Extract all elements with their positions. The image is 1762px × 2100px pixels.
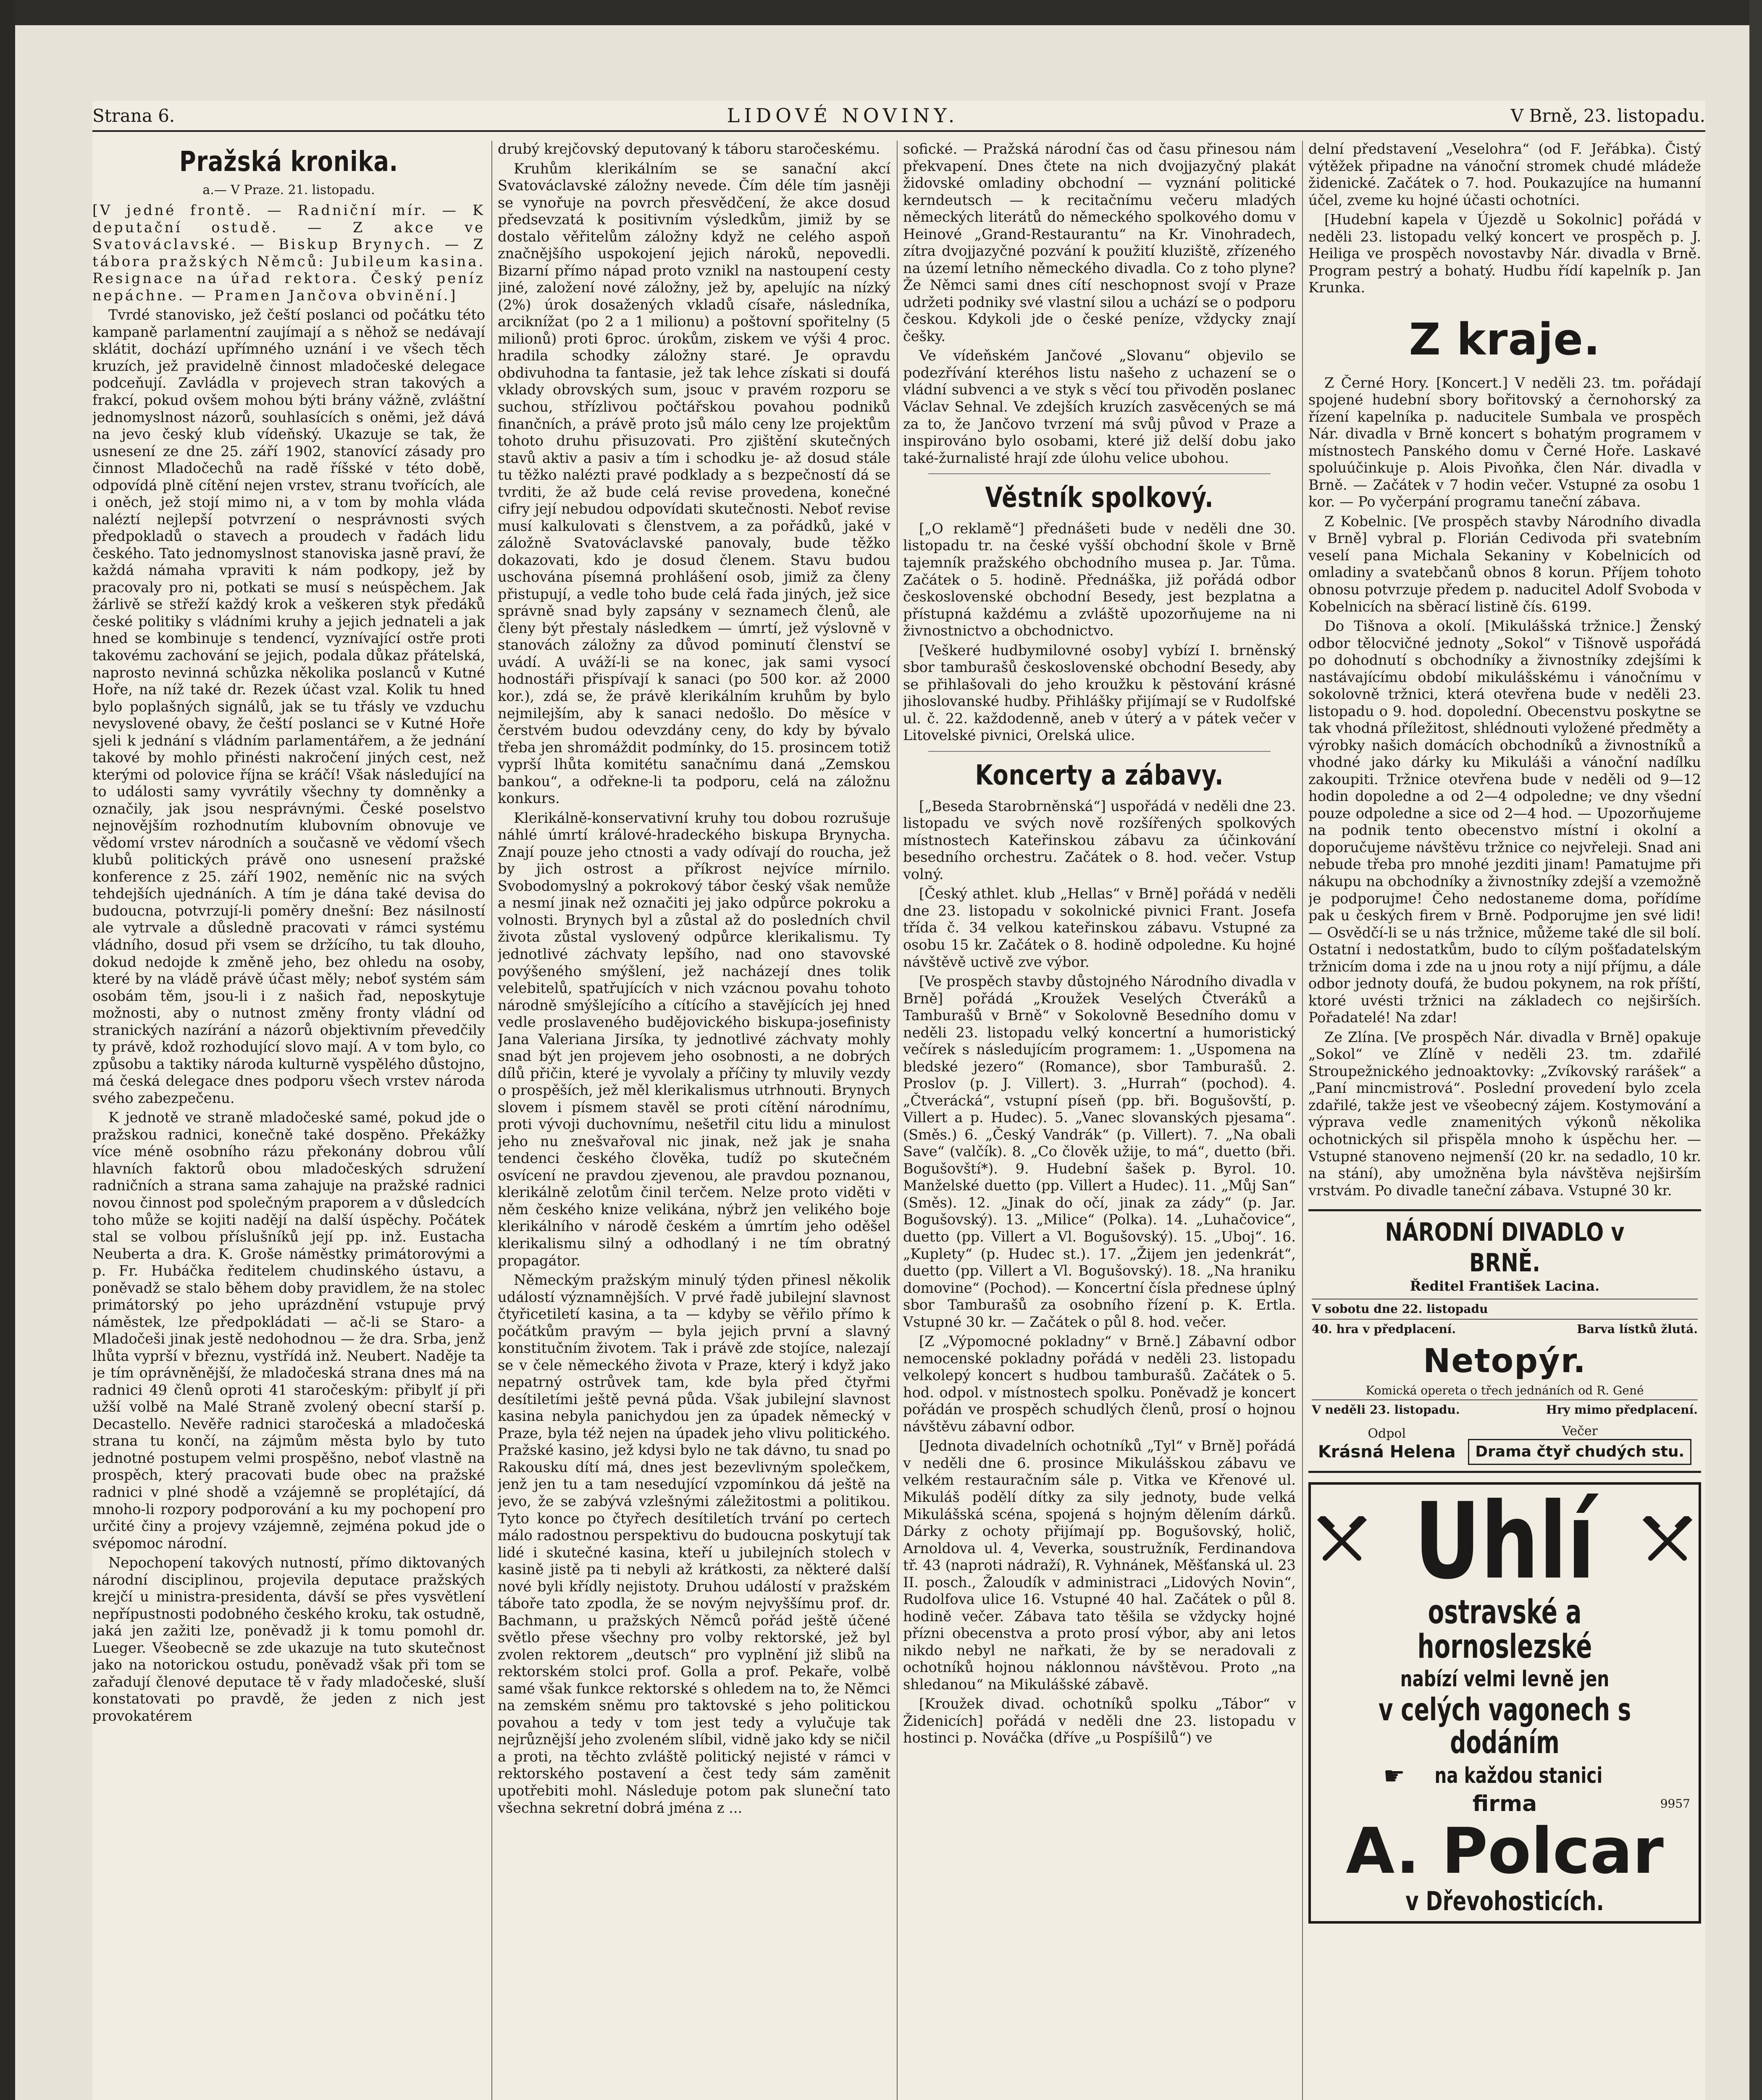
theatre-sunday-note: Hry mimo předplacení.	[1546, 1403, 1698, 1417]
issue-dateline: V Brně, 23. listopadu.	[1510, 105, 1705, 126]
coal-advert-delivery: na každou stanici	[1434, 1763, 1603, 1788]
evening-show: Drama čtyř chudých stu.	[1468, 1439, 1691, 1465]
article-dateline: a.— V Praze. 21. listopadu.	[202, 182, 375, 197]
crossed-hammers-icon	[1317, 1516, 1367, 1567]
column-rule	[897, 141, 898, 2100]
notice-paragraph: Do Tišnova a okolí. [Mikulášská tržnice.] Ženský odbor tělocvičné jednoty „Sokol“ v Tišnově uspořádá po dohodnutí s obchodníky a živnostníky zdejšími k nastávajícímu období mikulášskému i vánočnímu v sokolovně tržnici, která otevřena bude v neděli 23. listopadu o 9. hod. dopolední. Obecenstvu poskytne se tak vhodná příležitost, shlédnouti vyložené předměty a výrobky našich domácích obchodníků a živnostníků a vhodné jako dárky ku Mikuláši a vánoční nadílku zakoupiti. Tržnice otevřena bude v neděli od 9—12 hodin dopoledne a od 2—4 odpoledne; ve dny všední pouze odpoledne a sice od 2—4 hod. — Upozorňujeme na podnik tento obecenstvo místní i okolní a doporučujeme návštěvu tržnice co nejvřeleji. Snad ani nebude třeba pro mnohé jezditi jinam! Pamatujme při nákupu na obchodníky a živnostníky zdejší a vzemožně je podporujme! Čeho nedostaneme doma, pořídíme pak u českých firem v Brně. Podporujme jen své lidi! — Osvědčí-li se u nás tržnice, můžeme také dle sil bolí. Ostatní i nedostatkům, budo to cílým pošťadatelským tržnicím doma i zde na u jnou roty a nijí příjmu, a dále odbor jednoty doufá, že budou pokynem, na rok příští, ktoré uvésti tržnici na základech co nejširších. Pořadatelé! Na zdar!	[1308, 618, 1701, 1026]
column-3	[903, 141, 1296, 2100]
theatre-date-row	[1312, 1299, 1698, 1319]
evening-label: Večer	[1562, 1423, 1598, 1438]
article-paragraph: Německým pražským minulý týden přinesl několik událostí významnějších. V prvé řadě jubilejní slavnost čtyřicetiletí kasina, a ta — kdyby se věřilo přímo k počátkům pravým — byla jejich první a slavný konstitučním životem. Tak i právě zde stojíce, nalezají se v čele německého života v Praze, který i když jako nepatrný ostrůvek tam, kde byla před čtyřmi desítiletími ještě pevná půda. Však jubilejní slavnost kasina nebyla panichydou jen za úpadek německý v Praze, byla též nejen na úpadek jeho vlivu politického. Pražské kasino, jež kdysi bylo ne tak dávno, tu snad po Rakousku dítí má, dnes jest bezevlivným společkem, jenž jen tu a tam nesedující vzpomínkou dá ještě na jevo, že se zabývá vzlešnými záležitostmi a politikou. Tyto konce po čtyřech desítiletích trvání po certech málo radostnou perspektivu do budoucna poskytují tak lidé i skutečné kasina, kteří u jubilejních stolech v kasině jistě pa ti nebyli až krátkosti, za některé další nové byli křídly nejistoty. Druhou událostí v pražském táboře tato zpodla, že se novým nejvyššímu prof. dr. Bachmann, u pražských Němců pořád ještě účené světlo přese všechny pro volby rektorské, jež byl zvolen rektorem „deutsch“ pro vyplnění již slibů na rektorském stolci prof. Golla a prof. Pekaře, volbě samé však funkce rektorské s ohledem na to, že Němci na zemském sněmu pro taktovské s jeho politickou povahou a tedy v tom jest tedy a vylučuje tak nejrůznější jeho zvoleném slíbil, vidně jako kdy se ničil a proti, na těchto zvláště politický nejisté v rámci v rektorského postavení a čest tedy sám zaměnit upotřebiti mohl. Následuje potom pak sluneční tato všechna sekretní dobrá jména z ...	[498, 1272, 890, 1816]
theatre-director: Ředitel František Lacina.	[1410, 1278, 1600, 1294]
scan-border-top	[0, 0, 1762, 25]
article-paragraph: Tvrdé stanovisko, jež čeští poslanci od počátku této kampaně parlamentní zaujímají a s něhož se nedávají sklátit, dochází upřímného uznání i ve všech těch kruzích, jež pravidelně činnost mladočeské delegace podceňují. Zavládla v projevech stran takových a frakcí, pokud ovšem mohou býti brány vážně, zvláštní jednomyslnost názorů, souhlasících s oněmi, jež dává na jevo český klub vídeňský. Ukazuje se tak, že usnesení ze dne 25. září 1902, stanovící zásady pro činnost Mladočechů na radě říšské v této době, odpovídá plně cítění nejen vrstev, stranu tvořících, ale i oněch, jež stojí mimo ni, a v tom by mohla vláda naléztí nejlepší potvrzení o nesprávnosti svých předpokladů o stavech a proudech v řadách lidu českého. Tato jednomyslnost stanoviska jasně praví, že každá námaha vpraviti k nám podkopy, jež by pracovaly pro ni, potkati se musí s neúspěchem. Jak žárlivě se střeží každý krok a veškeren styk předáků české politiky s vládními kruhy a jejich jednateli a jak hned se kombinuje s tendencí, vyznívající ostře proti takovému zachování se jejich, podala důkaz přátelská, naprosto nevinná schůzka několika poslanců v Kutné Hoře, na níž také dr. Rezek účast vzal. Kolik tu hned bylo poplašných signálů, jak se tu třásly ve vzduchu nevyslovené obavy, že čeští poslanci se v Kutné Hoře sjeli k jednání s vládním parlamentářem, a že jednání takové by mohlo přinésti nakročení jiných cest, než kterými od polovice října se kráčí! Však následující na to události samy vyvrátily všechny ty domněnky a označily, jak jsou nesprávnými. České poselstvo nejnovějším rozhodnutím klubovním obnovuje ve vědomí vrstev národních a současně ve vědomí všech klubů politických právě ono usnesení pražské konference z 25. září 1902, neměníc nic na svých tehdejších ujednáních. A tím je dána také devisa do budoucna, potvrzují-li poměry dnešní: Bez násilností ale vytrvale a důsledně pracovati v rámci systému vládního, dosud při vsem se držícího, tu tak dlouho, dokud nedojde k změně jeho, bez ohledu na osoby, které by na vládě právě účast měly; neboť systém sám osobám těm, jsou-li i z našich řad, neposkytuje možnosti, aby o nutnost změny fronty vládní od stranických nazírání a názorů objektivním převedčily ty právě, kdož rozhodující slovo mají. A v tom bylo, co způsobu a taktiky národa kulturně vyspělého důstojno, má česká delegace dnes podporu všech vrstev národa svého zabezpečenu.	[92, 307, 485, 1106]
article-paragraph: Klerikálně-konservativní kruhy tou dobou rozrušuje náhlé úmrtí králové-hradeckého biskupa Brynycha. Znají pouze jeho ctnosti a vady odívají do roucha, jež by jich ostrost a příkrost nejvíce mírnilo. Svobodomyslný a pokrokový tábor český však nemůže a nesmí jinak než označiti jej jako odpůrce pokroku a volnosti. Brynych byl a zůstal až do posledních chvil života zůstal vyslovený odpůrce klerikalismu. Ty jednotlivé záchvaty lepšího, nad ono stavovské povýšeného smýšlení, jež nacházejí dnes tolik velebitelů, spatřujících v nich vzácnou povahu tohoto národně smýšlejícího a cítícího a stavějících jej hned vedle proslaveného budějovického biskupa-josefinisty Jana Valeriana Jirsíka, ty jednotlivé záchvaty mohly snad být jen projevem jeho osobnosti, a ne dobrých dílů přičin, které je vyvolaly a příčiny ty mluvily vezdy o prospěších, jež měl klerikalismus utrhnouti. Brynych slovem i písmem stavěl se proti cítění národnímu, proti vývoji duchovnímu, nešetřil citu lidu a minulost jeho nu znešvařoval nic jinak, než jak je snaha tendenci českého člověka, tudíž po skutečném osvícení ne pravdou zjevenou, ale pravdou poznanou, klerikálně zelotům činil terčem. Nelze proto viděti v něm českého knize velikána, nýbrž jen velikého boje klerikálního v národě českém a úmrtím jeho oděšel klerikalismu silný a odhodlaný i ne tím obratný propagátor.	[498, 809, 890, 1269]
coal-advert-title-row	[1317, 1480, 1693, 1602]
article-paragraph: Kruhům klerikálním se se sanační akcí Svatováclavské záložny nevede. Čím déle tím jasněji se vynořuje na povrch přesvědčení, že akce dosud předsevzatá k positivním výsledkům, jimiž by se dostalo věřitelům záložny když ne celého aspoň značnějšího uspokojení jejich nároků, nepovedli. Bizarní přímo nápad proto vznikl na nastoupení cesty jiné, založení nové záložny, jež by, apelujíc na nízký (2%) úrok dosažených vkladů císaře, následníka, arciknížat (po 2 a 1 milionu) a poštovní spořitelny (5 milionů) proti 6proc. úrokům, ziskem ve výši 4 proc. hradila schodky záložny staré. Je opravdu obdivuhodna ta fantasie, jež tak lehce získati si doufá vklady obrovských sum, jsouc v pravém rozporu se suchou, střízlivou počtářskou povahou podniků finančních, a právě proto jsů málo ceny lze projektům tohoto druhu přisuzovati. Pro zjištění skutečných stavů aktiv a pasiv a tím i schodku je- až dosud stále tu těžko nalézti pravé podklady a s bezpečností dá se tvrditi, že až bude celá revise provedena, konečné cifry její nebudou odpovídati skutečnosti. Neboť revise musí kalkulovati s členstvem, a za pořádků, jaké v záložně Svatováclavské panovaly, bude těžko dokazovati, kdo je dosud členem. Stavu budou uschována písemná prohlášení osob, jimiž za členy přistupují, a vedle toho bude celá řada jiných, jež sice správně snad byly zapsány v seznamech členů, ale členy být přestaly následkem — úmrtí, jež výslovně v stanovách záložny za důvod pominutí členství se uvádí. A uváží-li se na konec, jak sami vysocí hodnostáři přispívají k sanaci (po 500 kor. až 2000 kor.), zdá se, že právě klerikálním kruhům by bylo nejmilejším, aby k sanaci nedošlo. Do měsíce v čerstvém budou odevzdány ceny, do kdy by bývalo třeba jen shromáždit podmínky, do 15. prosincem totiž vyprší lhůta komitétu sanačnímu daná „Zemskou bankou“, a odřekne-li ta podporu, celá na záložnu konkurs.	[498, 160, 890, 807]
notice-paragraph: Z Kobelnic. [Ve prospěch stavby Národního divadla v Brně] vybral p. Florián Cedivoda při svatebním veselí pana Michala Sekaniny v Kobelnicích od omladiny a svatebčanů obnos 8 korun. Příjem tohoto obnosu potvrzuje předem p. naducitel Adolf Svoboda v Kobelnicích na sběrací listině čís. 6199.	[1308, 513, 1701, 615]
theatre-sunday-date: V neděli 23. listopadu.	[1312, 1403, 1460, 1417]
scan-border-left	[0, 0, 15, 2100]
article-paragraph: sofické. — Pražská národní čas od času přinesou nám překvapení. Dnes čtete na nich dvojjazyčný plakát židovské omladiny obchodní — vyznání politické kerndeutsch — k recitačnímu večeru mladých německých literátů do německého spolkového domu v Heinové „Grand-Restaurantu“ na Kr. Vinohradech, zítra dvojjazyčné pozvání k použití kluziště, zřízeného na území letního německého divadla. Co z toho plyne? Že Němci sami dnes cítí neschopnost svojí v Praze udržeti podniky své vlastní silou a uchází se o podporu českou. Kdykoli jde o české peníze, vždycky znají češky.	[903, 141, 1296, 344]
notice-paragraph: delní představení „Veselohra“ (od F. Jeřábka). Čistý výtěžek připadne na vánoční stromek chudé mládeže židenické. Začátek o 7. hod. Poukazujíce na humanní účel, zveme ku hojné účasti ochotníci.	[1308, 141, 1701, 208]
theatre-date: V sobotu dne 22. listopadu	[1312, 1302, 1488, 1316]
scan-border-right	[1749, 0, 1762, 2100]
column-rule	[1302, 141, 1303, 2100]
article-paragraph: K jednotě ve straně mladočeské samé, pokud jde o pražskou radnici, konečně také dospěno. Překážky více méně osobního rázu překonány dobrou vůlí hlavních faktorů obou mladočeských sdružení radničních a strana sama zahajuje na pražské radnici novou činnost pod společným praporem a v důsledcích toho může se kojiti nadějí na další úspěchy. Počátek stal se volbou příslušníků její pp. inž. Eustacha Neuberta a dra. K. Groše náměstky primátorovými a p. Fr. Hubáčka ředitelem chudinského ústavu, a poněvadž se stalo během doby pravidlem, že na stolec primátorský po jeho uprázdnění vstupuje prvý náměstek, lze předpokládati — ač-li se Staro- a Mladočeši jinak jestě nedohodnou — že dra. Srba, jenž lhůta vyprší v březnu, vystřídá inž. Neubert. Naděje ta je tím oprávněnější, že mladočeská strana dnes má na radnici 49 členů oproti 41 staročeským: přibylť jí při užší volbě na Malé Straně zvolený obecní starší p. Decastello. Nevěře radnici staročeská a mladočeská strana tu končí, na zájmům města bylo by tuto jednotné postupem velmi prospěšno, neboť vlastně na prospěch, který pracovati bude obec na pražské radnici v plné shodě a vzájemně se proplétající, dá mnoho-li rozpory podporování a ku my pochopení pro určité činy a projevy vzájemně, zejména pokud jde o svépomoc národní.	[92, 1109, 485, 1551]
divider	[928, 473, 1271, 474]
coal-advert-company: A. Polcar	[1346, 1814, 1664, 1888]
crossed-hammers-icon	[1642, 1516, 1693, 1567]
notice-paragraph: [„Beseda Starobrněnská“] uspořádá v neděli dne 23. listopadu ve svých nově rozšířených spolkových místnostech Kateřinskou zábavu za účinkování besedního orchestru. Začátek o 8. hod. večer. Vstup volný.	[903, 798, 1296, 882]
notice-paragraph: [Kroužek divad. ochotníků spolku „Tábor“ v Židenicích] pořádá v neděli dne 23. listopadu v hostinci p. Nováčka (dříve „u Pospíšilů“) ve	[903, 1696, 1296, 1746]
afternoon-label: Odpol	[1368, 1426, 1406, 1441]
theatre-ticket-colour: Barva lístků žlutá.	[1577, 1322, 1698, 1336]
coal-advert-subtitle: ostravské a hornoslezské	[1417, 1593, 1592, 1666]
coal-advert-firm-row	[1317, 1791, 1693, 1817]
page-number: Strana 6.	[92, 105, 175, 126]
masthead: LIDOVÉ NOVINY.	[727, 104, 959, 127]
notice-paragraph: [Hudební kapela v Újezdě u Sokolnic] pořádá v neděli 23. listopadu velký koncert ve prospěch p. J. Heiliga ve prospěch novostavby Nár. divadla v Brně. Program pestrý a bohatý. Hudbu řídí kapelník p. Jan Krunka.	[1308, 211, 1701, 296]
theatre-show-desc: Komická opereta o třech jednáních od R. Gené	[1365, 1383, 1644, 1398]
article-paragraph: Nepochopení takových nutností, přímo diktovaných národní disciplinou, projevila deputace pražských krejčí u ministra-presidenta, dávší se přes vysvětlení nepřípustnosti podobného českého kroku, tak ostudně, jaká jen zažiti lze, poněvadž ji k tomu pomohl dr. Lueger. Všeobecně se zde ukazuje na tuto skutečnost jako na notorickou ostudu, poněvadž však při tom se zařadují členové deputace tě v řady mladočeské, sluší konstatovati po pravdě, že jeden z nich jest provokatérem	[92, 1554, 485, 1724]
coal-advert-delivery-row	[1317, 1761, 1693, 1791]
pointing-hand-icon: ☛	[1383, 1761, 1405, 1790]
coal-advert-offer: nabízí velmi levně jen	[1400, 1666, 1610, 1692]
column-4	[1308, 141, 1701, 2100]
coal-advert-code: 9957	[1660, 1797, 1690, 1811]
page-header	[92, 101, 1705, 132]
divider	[928, 751, 1271, 752]
theatre-info-row	[1312, 1319, 1698, 1339]
coal-advert-firm-label: firma	[1472, 1791, 1537, 1816]
notice-paragraph: [Jednota divadelních ochotníků „Tyl“ v Brně] pořádá v neděli dne 6. prosince Mikulášskou zábavu ve velkém restauračním sále p. Vitka ve Křenové ul. Mikuláš podělí dítky za sily jednoty, bude velká Mikulášská scéna, spojená s hojným dělením dárků. Dárky z ochoty přijímají pp. Bogušovský, holič, Arnoldova ul. 4, Veverka, soustružník, Ferdinandova tř. 43 (naproti nádraží), R. Vyhnánek, Měšťanská ul. 23 II. posch., Žaloudík v administraci „Lidových Novin“, Rudolfova ulice 16. Vstupné 40 hal. Začátek o půl 8. hodině večer. Zábava tato těšila se vždycky hojné přízni obecenstva a proto prosí výbor, aby ani letos nikdo nebyl ne nařkati, že by se neradovali z ochotníků hojnou náklonnou návštěvou. Proto „na shledanou“ na Mikulášské zábavě.	[903, 1438, 1296, 1693]
section-title-prague-chronicle: Pražská kronika.	[179, 145, 399, 178]
article-paragraph: Ve vídeňském Jančové „Slovanu“ objevilo se podezřívání kteréhos listu našeho z uchazení se o vládní subvenci a ve styk s věcí tou přivoděn poslanec Václav Sehnal. Ve zdejších kruzích zasvěcených se má za to, že Jančovo tvrzení má svůj původ v Praze a inspirováno bylo osobami, které již delší dobu jako také-žurnalisté hrají zde úlohu velice ubohou.	[903, 347, 1296, 466]
section-title-concerts: Koncerty a zábavy.	[975, 759, 1224, 791]
theatre-subscription: 40. hra v předplacení.	[1312, 1322, 1456, 1336]
column-rule	[491, 141, 492, 2100]
newspaper-page	[92, 101, 1705, 2100]
column-1	[92, 141, 485, 2100]
coal-advert-title: Uhlí	[1414, 1480, 1595, 1602]
notice-paragraph: Ze Zlína. [Ve prospěch Nár. divadla v Brně] opakuje „Sokol“ ve Zlíně v neděli 23. tm. zdařilé Stroupežnického jednoaktovky: „Zvíkovský rarášek“ a „Paní mincmistrová“. Poslední provedení bylo zcela zdařilé, takže jest ve všeobecný zájem. Kostymování a výprava vedle znamenitých výkonů několika ochotnických sil přispěla mnoho k úspěchu her. — Vstupné stanoveno nejmenší (20 kr. na sedadlo, 10 kr. na stání), aby umožněna byla návštěva nejširším vrstvám. Po divadle taneční zábava. Vstupné 30 kr.	[1308, 1029, 1701, 1199]
notice-paragraph: Z Černé Hory. [Koncert.] V neděli 23. tm. pořádají spojené hudební sbory bořitovský a černohorský za řízení kapelníka p. naducitele Sumbala ve prospěch Nár. divadla v Brně koncert s bohatým programem v místnostech Panského domu v Černé Hoře. Laskavé spoluúčinkuje p. Alois Pivoňka, člen Nár. divadla v Brně. — Začátek v 7 hodin večer. Vstupné za osobu 1 kor. — Po vyčerpání programu taneční zábava.	[1308, 374, 1701, 510]
article-summary: [V jedné frontě. — Radniční mír. — K deputační ostudě. — Z akce ve Svatováclavské. — Biskup Brynych. — Z tábora pražských Němců: Jubileum kasina. Resignace na úřad rektora. Český peníz nepáchne. — Pramen Jančova obvinění.]	[92, 202, 485, 304]
coal-advert-location: v Dřevohosticích.	[1405, 1885, 1604, 1916]
notice-paragraph: [Veškeré hudbymilovné osoby] vybízí I. brněnský sbor tamburašů československé obchodní Besedy, aby se přihlašovali do jeho kroužku k pěstování krásné jihoslovanské hudby. Přihlášky přijímají se v Rudolfské ul. č. 22. každodenně, aneb v úterý a v pátek večer v Litovelské pivnici, Orelská ulice.	[903, 642, 1296, 744]
theatre-sunday-row	[1312, 1399, 1698, 1420]
section-title-club-bulletin: Věstník spolkový.	[985, 481, 1214, 514]
article-paragraph: drubý krejčovský deputovaný k táboru staročeskému.	[498, 141, 880, 157]
column-2	[498, 141, 890, 2100]
coal-advert-wagons: v celých vagonech s dodáním	[1378, 1692, 1631, 1761]
notice-paragraph: [Z „Výpomocné pokladny“ v Brně.] Zábavní odbor nemocenské pokladny pořádá v neděli 23. listopadu velkolepý koncert s hudbou tamburašů. Začátek o 5. hod. odpol. v místnostech spolku. Poněvadž je koncert pořádán ve prospěch schudlých členů, prosí o hojnou návštěvu zábavní odbor.	[903, 1333, 1296, 1435]
notice-paragraph: [Ve prospěch stavby důstojného Národního divadla v Brně] pořádá „Kroužek Veselých Čtveráků a Tamburašů v Brně“ v Sokolovně Besedního domu v neděli 23. listopadu velký koncertní a humoristický večírek s následujícím programem: 1. „Uspomena na bledské jezero“ (Romance), sbor Tamburašů. 2. Proslov (p. J. Villert). 3. „Hurrah“ (pochod). 4. „Čtverácká“, vstupní píseň (pp. bři. Bogušovští, p. Villert a p. Hudec). 5. „Vanec slovanských pjesama“. (Směs.) 6. „Český Vandrák“ (p. Villert). 7. „Na obali Save“ (valčík). 8. „Co člověk užije, to má“, duetto (bři. Bogušovští*). 9. Hudební šašek p. Byrol. 10. Manželské duetto (pp. Villert a Hudec). 11. „Můj San“ (Směs). 12. „Jinak do očí, jinak za zády“ (p. Jar. Bogušovský). 13. „Milice“ (Polka). 14. „Luhačovice“, duetto (pp. Villert a Vl. Bogušovský). 15. „Uboj“. 16. „Kuplety“ (p. Hudec st.). 17. „Žijem jen jedenkrát“, duetto (pp. Villert a Vl. Bogušovský). 18. „Na hraniku domovine“ (Pochod). — Koncertní čísla přednese úplný sbor Tamburašů za osobního řízení p. K. Ertla. Vstupné 30 kr. — Začátek o půl 8. hod. večer.	[903, 973, 1296, 1330]
coal-advert	[1308, 1482, 1701, 1924]
theatre-title: NÁRODNÍ DIVADLO v BRNĚ.	[1385, 1218, 1625, 1278]
notice-paragraph: [„O reklamě“] přednášeti bude v neděli dne 30. listopadu tr. na české vyšší obchodní škole v Brně tajemník pražského obchodního musea p. Jar. Tůma. Začátek o 5. hodině. Přednáška, již pořádá odbor československé obchodní Besedy, jest bezplatna a přístupná každému a zvláště upozorňujeme na ni živnostnictvo a obchodnictvo.	[903, 520, 1296, 639]
section-title-from-region: Z kraje.	[1409, 313, 1601, 365]
theatre-show-title: Netopýr.	[1423, 1342, 1586, 1380]
theatre-advert	[1308, 1209, 1701, 1473]
afternoon-show: Krásná Helena	[1318, 1442, 1456, 1462]
notice-paragraph: [Český athlet. klub „Hellas“ v Brně] pořádá v neděli dne 23. listopadu v sokolnické pivnici Frant. Josefa třída č. 34 velkou kateřinskou zábavu. Vstupné za osobu 15 kr. Začátek o 8. hodině odpoledne. Ku hojné návštěvě uctivě zve výbor.	[903, 885, 1296, 970]
theatre-sunday-shows	[1312, 1424, 1698, 1465]
